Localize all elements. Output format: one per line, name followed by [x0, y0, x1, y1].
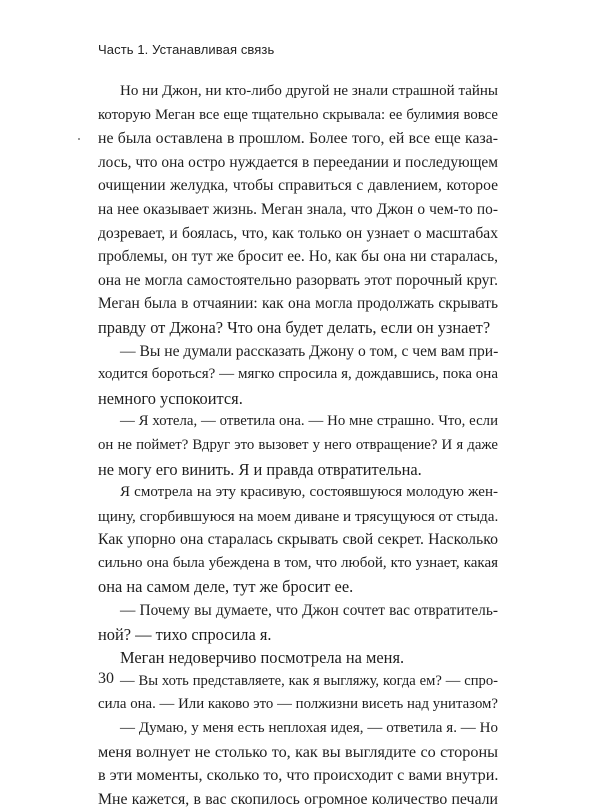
text-line: не была оставлена в прошлом. Более того, ей все еще каза-: [98, 130, 498, 148]
text-line: ходится бороться? — мягко спросила я, дождавшись, пока она: [98, 366, 498, 383]
text-line: щину, сгорбившуюся на моем диване и трясущуюся от стыда.: [98, 507, 499, 525]
text-line: — Почему вы думаете, что Джон сочтет вас отвратитель-: [120, 602, 498, 620]
text-line: очищении желудка, чтобы справиться с давлением, которое: [98, 177, 498, 195]
text-line: дозревает, и боялась, что, как только он узнает о масштабах: [98, 224, 498, 242]
text-line: в эти моменты, сколько то, что происходит с вами внутри.: [98, 766, 499, 785]
text-line: Мне кажется, в вас скопилось огромное количество печали: [98, 790, 498, 808]
text-line: она на самом деле, тут же бросит ее.: [98, 577, 354, 597]
scan-speck: [78, 138, 80, 140]
text-line: лось, что она остро нуждается в переедании и последующем: [98, 153, 498, 171]
text-line: — Вы хоть представляете, как я выгляжу, когда ем? — спро-: [120, 672, 498, 689]
body-text: [98, 80, 498, 811]
running-head: Часть 1. Устанавливая связь: [98, 42, 275, 57]
text-line: немного успокоится.: [98, 388, 243, 408]
text-line: Меган была в отчаянии: как она могла продолжать скрывать: [98, 295, 498, 313]
text-line: на нее оказывает жизнь. Меган знала, что Джон о чем-то по-: [98, 200, 498, 218]
text-line: ной? — тихо спросила я.: [98, 624, 272, 644]
text-line: меня волнует не столько то, как вы выглядите со стороны: [98, 742, 498, 761]
text-line: правду от Джона? Что она будет делать, если он узнает?: [98, 317, 491, 337]
text-line: которую Меган все еще тщательно скрывала: ее булимия вовсе: [98, 106, 498, 123]
text-line: проблемы, он тут же бросит ее. Но, как бы она ни старалась,: [98, 248, 498, 266]
text-line: Но ни Джон, ни кто-либо другой не знали страшной тайны: [120, 83, 498, 99]
text-line: не могу его винить. Я и правда отвратительна.: [98, 459, 422, 479]
text-line: Я смотрела на эту красивую, состоявшуюся молодую жен-: [120, 484, 498, 501]
text-line: сильно она была убеждена в том, что любой, кто узнает, какая: [98, 554, 498, 571]
text-line: Как упорно она старалась скрывать свой секрет. Насколько: [98, 531, 498, 549]
text-line: сила она. — Или каково это — полжизни висеть над унитазом?: [98, 696, 498, 713]
text-line: он не поймет? Вдруг это вызовет у него отвращение? И я даже: [98, 436, 498, 453]
text-line: Меган недоверчиво посмотрела на меня.: [120, 648, 405, 668]
text-line: — Вы не думали рассказать Джону о том, с чем вам при-: [120, 342, 499, 360]
text-line: она не могла самостоятельно разорвать этот порочный круг.: [98, 271, 498, 289]
page-number: 30: [98, 670, 114, 687]
text-line: — Думаю, у меня есть неплохая идея, — ответила я. — Но: [120, 720, 498, 737]
text-line: — Я хотела, — ответила она. — Но мне страшно. Что, если: [120, 413, 498, 430]
